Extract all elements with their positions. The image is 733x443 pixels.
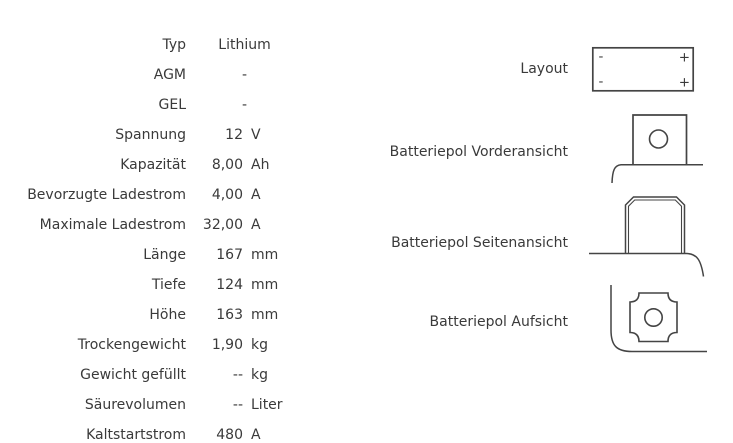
spec-unit-tiefe: mm [251,277,279,293]
spec-unit-laenge: mm [251,247,279,263]
top-view-label: Batteriepol Aufsicht [429,314,568,330]
battery-layout-diagram-icon [590,44,698,94]
spec-value-laenge: 167 [216,247,243,263]
spec-unit-maximale-ladestrom: A [251,217,261,233]
battery-terminal-top-view-icon [602,282,714,357]
polarity-mark-bottom-left: - [598,73,604,90]
spec-label-bevorzugte-ladestrom: Bevorzugte Ladestrom [27,187,186,203]
spec-value-tiefe: 124 [216,277,243,293]
side-view-label: Batteriepol Seitenansicht [391,235,568,251]
spec-value-typ: Lithium [218,37,271,53]
terminal-post-outline [633,115,687,165]
spec-value-kapazitaet: 8,00 [211,157,243,173]
battery-top-edge [589,254,704,277]
spec-unit-bevorzugte-ladestrom: A [251,187,261,203]
spec-value-agm: - [241,67,248,83]
battery-terminal-side-view-icon [585,192,710,280]
spec-value-spannung: 12 [225,127,243,143]
battery-top-edge [612,165,703,183]
spec-value-bevorzugte-ladestrom: 4,00 [211,187,243,203]
spec-label-laenge: Länge [143,247,186,263]
spec-label-agm: AGM [153,67,186,83]
front-view-label: Batteriepol Vorderansicht [389,144,568,160]
spec-label-maximale-ladestrom: Maximale Ladestrom [39,217,186,233]
spec-value-kaltstartstrom: 480 [216,427,243,443]
polarity-mark-bottom-right: + [678,74,690,91]
spec-value-gel: - [241,97,248,113]
battery-terminal-front-view-icon [603,110,718,188]
spec-value-trockengewicht: 1,90 [211,337,243,353]
spec-label-spannung: Spannung [115,127,186,143]
spec-unit-kaltstartstrom: A [251,427,261,443]
terminal-hole [645,309,662,326]
spec-unit-gewicht-gefuellt: kg [251,367,268,383]
polarity-mark-top-left: - [598,48,604,65]
spec-label-trockengewicht: Trockengewicht [77,337,186,353]
terminal-post-outer [626,197,685,254]
spec-value-gewicht-gefuellt: -- [232,367,243,383]
spec-label-gewicht-gefuellt: Gewicht gefüllt [80,367,186,383]
spec-unit-hoehe: mm [251,307,279,323]
spec-table [0,30,303,443]
spec-label-kaltstartstrom: Kaltstartstrom [86,427,186,443]
terminal-hole [650,130,668,148]
spec-unit-spannung: V [251,127,261,143]
spec-value-maximale-ladestrom: 32,00 [202,217,243,233]
spec-label-tiefe: Tiefe [151,277,186,293]
spec-value-saeurevolumen: -- [232,397,243,413]
spec-label-kapazitaet: Kapazität [120,157,186,173]
spec-label-hoehe: Höhe [149,307,186,323]
terminal-pad-outline [630,293,677,342]
spec-label-typ: Typ [162,37,186,53]
spec-value-hoehe: 163 [216,307,243,323]
spec-unit-saeurevolumen: Liter [251,397,283,413]
spec-unit-kapazitaet: Ah [251,157,270,173]
spec-label-saeurevolumen: Säurevolumen [84,397,186,413]
spec-label-gel: GEL [158,97,186,113]
layout-label: Layout [520,61,568,77]
terminal-post-inner [629,200,682,254]
spec-unit-trockengewicht: kg [251,337,268,353]
polarity-mark-top-right: + [678,49,690,66]
